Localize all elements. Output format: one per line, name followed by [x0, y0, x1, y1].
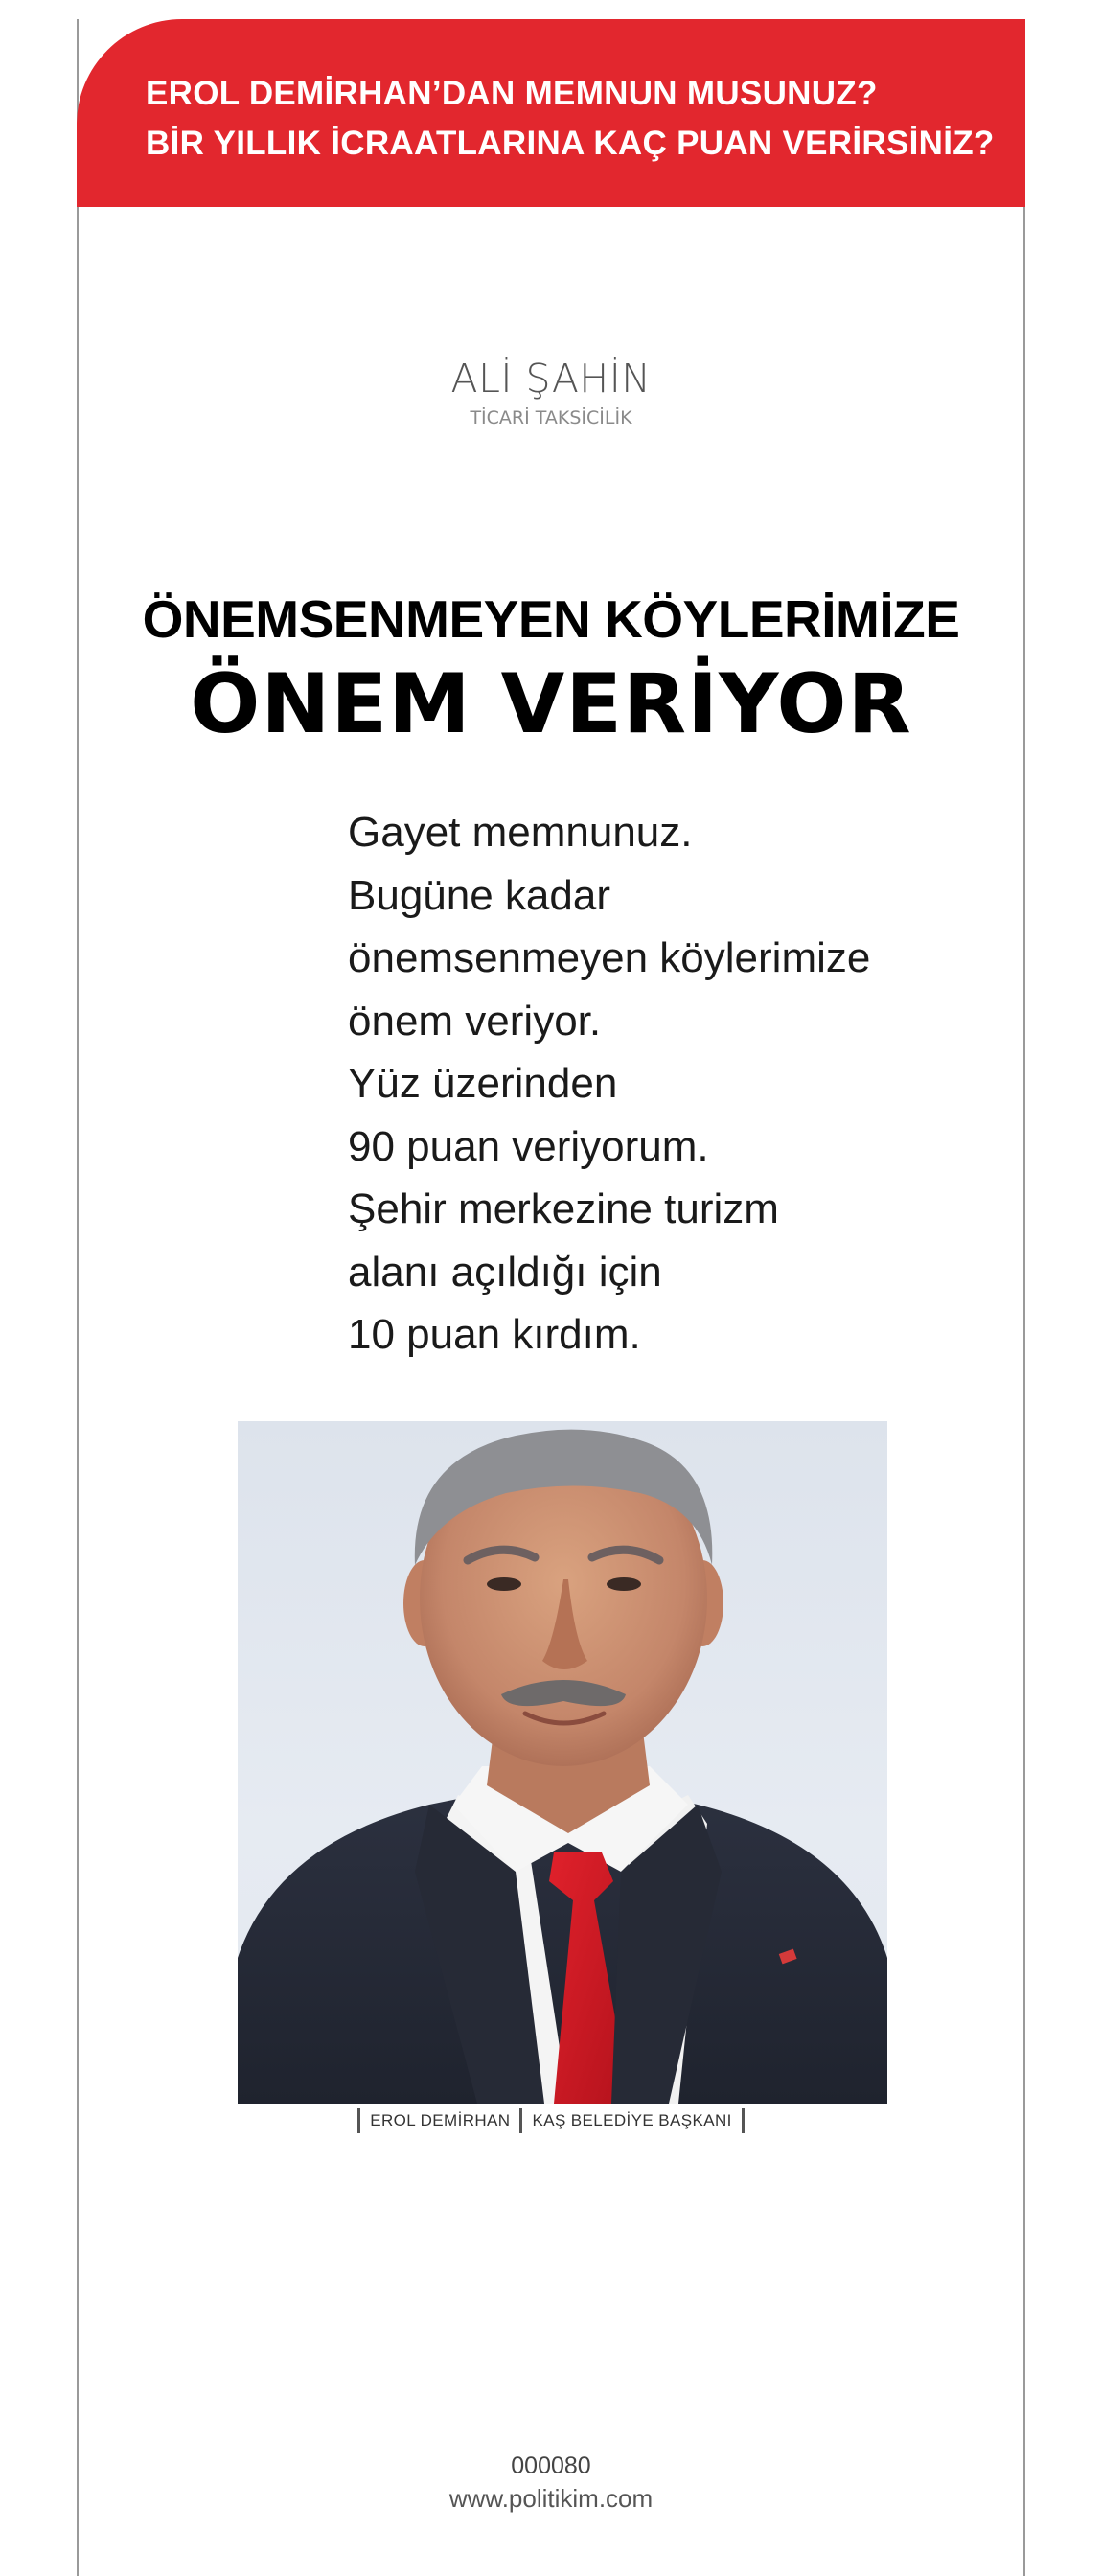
quote-line: önemsenmeyen köylerimize	[348, 934, 871, 981]
header-question-2: BİR YILLIK İCRAATLARINA KAÇ PUAN VERİRSİNİZ?	[146, 125, 995, 162]
author-occupation: TİCARİ TAKSİCİLİK	[470, 407, 632, 428]
caption-divider	[357, 2108, 360, 2133]
portrait-illustration	[238, 1421, 887, 2104]
quote-line: Yüz üzerinden	[348, 1060, 618, 1107]
quote-line: 10 puan kırdım.	[348, 1311, 641, 1358]
footer-code: 000080	[511, 2452, 591, 2479]
caption-divider	[519, 2108, 522, 2133]
footer-url[interactable]: www.politikim.com	[448, 2484, 654, 2513]
headline-line-2: ÖNEM VERİYOR	[190, 656, 912, 752]
mayor-portrait-photo	[238, 1421, 887, 2104]
quote-line: Şehir merkezine turizm	[348, 1185, 779, 1232]
author-name: ALİ ŞAHİN	[450, 356, 652, 402]
caption-name: EROL DEMİRHAN	[370, 2111, 511, 2129]
headline-line-1: ÖNEMSENMEYEN KÖYLERİMİZE	[142, 589, 960, 649]
quote-line: önem veriyor.	[348, 997, 602, 1045]
header-banner	[77, 19, 1025, 207]
footer	[0, 2450, 1102, 2516]
caption-title: KAŞ BELEDİYE BAŞKANI	[532, 2111, 732, 2129]
photo-caption	[0, 2108, 1102, 2133]
quote-line: Gayet memnunuz.	[348, 809, 693, 856]
header-question-1: EROL DEMİRHAN’DAN MEMNUN MUSUNUZ?	[146, 75, 878, 112]
quote-line: 90 puan veriyorum.	[348, 1122, 709, 1170]
caption-divider	[742, 2108, 745, 2133]
quote-text	[348, 801, 942, 1367]
quote-line: Bugüne kadar	[348, 871, 610, 919]
headline	[77, 586, 1025, 757]
quote-line: alanı açıldığı için	[348, 1248, 662, 1296]
author-block	[0, 355, 1102, 431]
